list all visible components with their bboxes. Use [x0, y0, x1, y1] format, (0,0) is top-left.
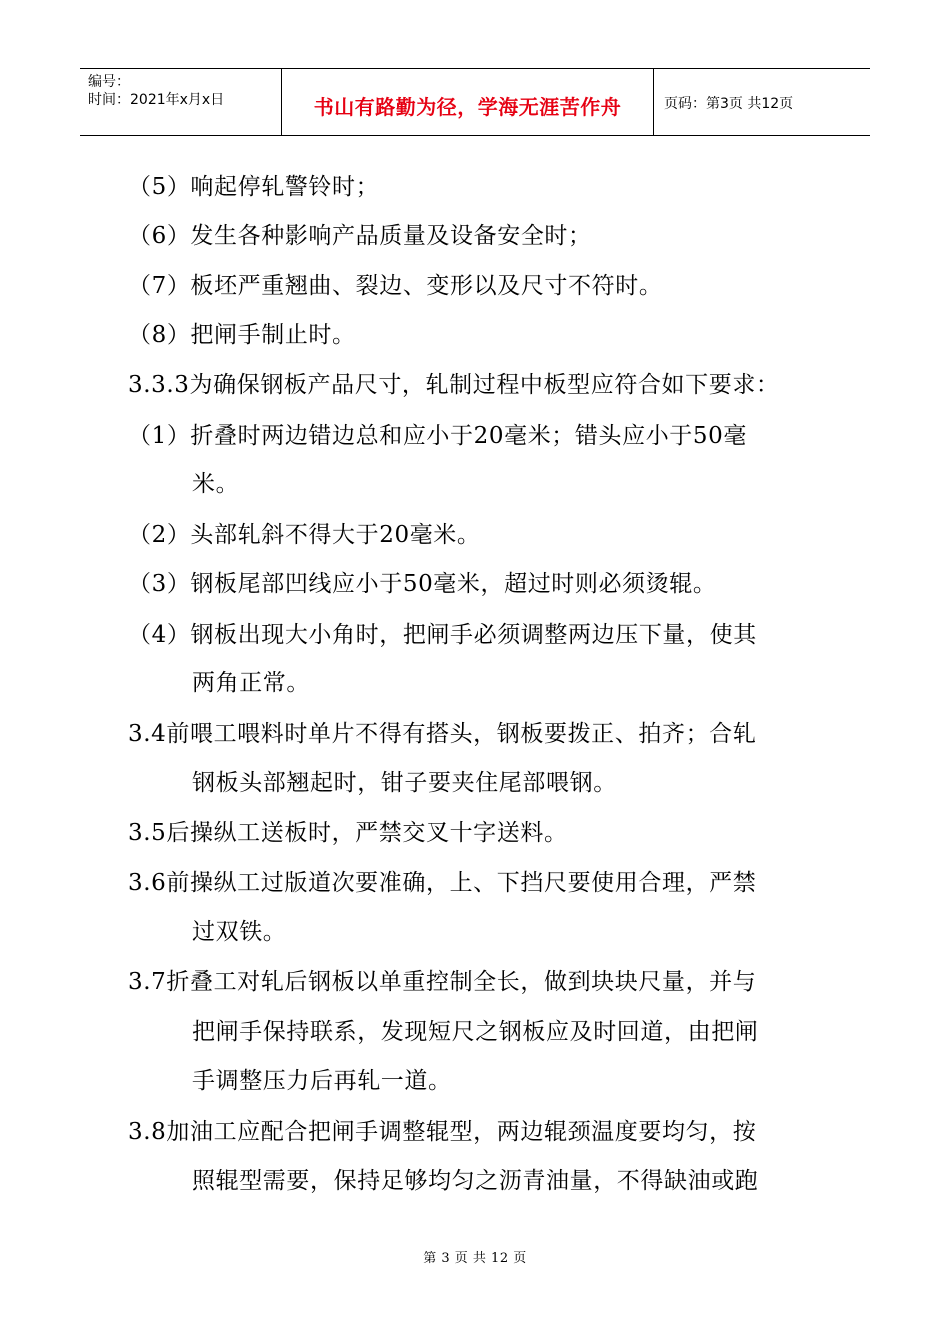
document-number-label: 编号： — [88, 74, 130, 90]
header-motto: 书山有路勤为径，学海无涯苦作舟 — [282, 69, 654, 135]
body-line: 两角正常。 — [192, 670, 310, 696]
body-line: 3.4前喂工喂料时单片不得有搭头，钢板要拨正、拍齐；合轧 — [128, 721, 757, 747]
body-line: 3.5后操纵工送板时，严禁交叉十字送料。 — [128, 820, 568, 846]
page-header — [80, 68, 870, 136]
body-line: 3.3.3为确保钢板产品尺寸，轧制过程中板型应符合如下要求： — [128, 372, 780, 398]
body-line: 钢板头部翘起时，钳子要夹住尾部喂钢。 — [192, 770, 617, 796]
body-line: 照辊型需要，保持足够均匀之沥青油量，不得缺油或跑 — [192, 1168, 759, 1194]
body-line: （8）把闸手制止时。 — [128, 322, 356, 348]
body-line: （7）板坯严重翘曲、裂边、变形以及尺寸不符时。 — [128, 273, 663, 299]
body-line: 米。 — [192, 471, 240, 497]
body-line: （1）折叠时两边错边总和应小于20毫米；错头应小于50毫 — [128, 423, 747, 449]
header-page-label: 页码：第3页 共12页 — [664, 96, 794, 112]
body-line: 手调整压力后再轧一道。 — [192, 1068, 452, 1094]
page-footer: 第 3 页 共 12 页 — [423, 1251, 527, 1266]
header-meta — [80, 69, 282, 135]
body-line: 过双铁。 — [192, 919, 287, 945]
body-line: （3）钢板尾部凹线应小于50毫米，超过时则必须烫辊。 — [128, 571, 717, 597]
body-line: 把闸手保持联系，发现短尺之钢板应及时回道，由把闸 — [192, 1019, 759, 1045]
body-line: （2）头部轧斜不得大于20毫米。 — [128, 522, 481, 548]
body-line: 3.8加油工应配合把闸手调整辊型，两边辊颈温度要均匀，按 — [128, 1119, 757, 1145]
body-line: 3.6前操纵工过版道次要准确，上、下挡尺要使用合理，严禁 — [128, 870, 757, 896]
body-line: （5）响起停轧警铃时； — [128, 174, 380, 200]
body-line: 3.7折叠工对轧后钢板以单重控制全长，做到块块尺量，并与 — [128, 969, 757, 995]
document-date-label: 时间：2021年x月x日 — [88, 92, 225, 108]
body-line: （6）发生各种影响产品质量及设备安全时； — [128, 223, 592, 249]
body-line: （4）钢板出现大小角时，把闸手必须调整两边压下量，使其 — [128, 622, 757, 648]
